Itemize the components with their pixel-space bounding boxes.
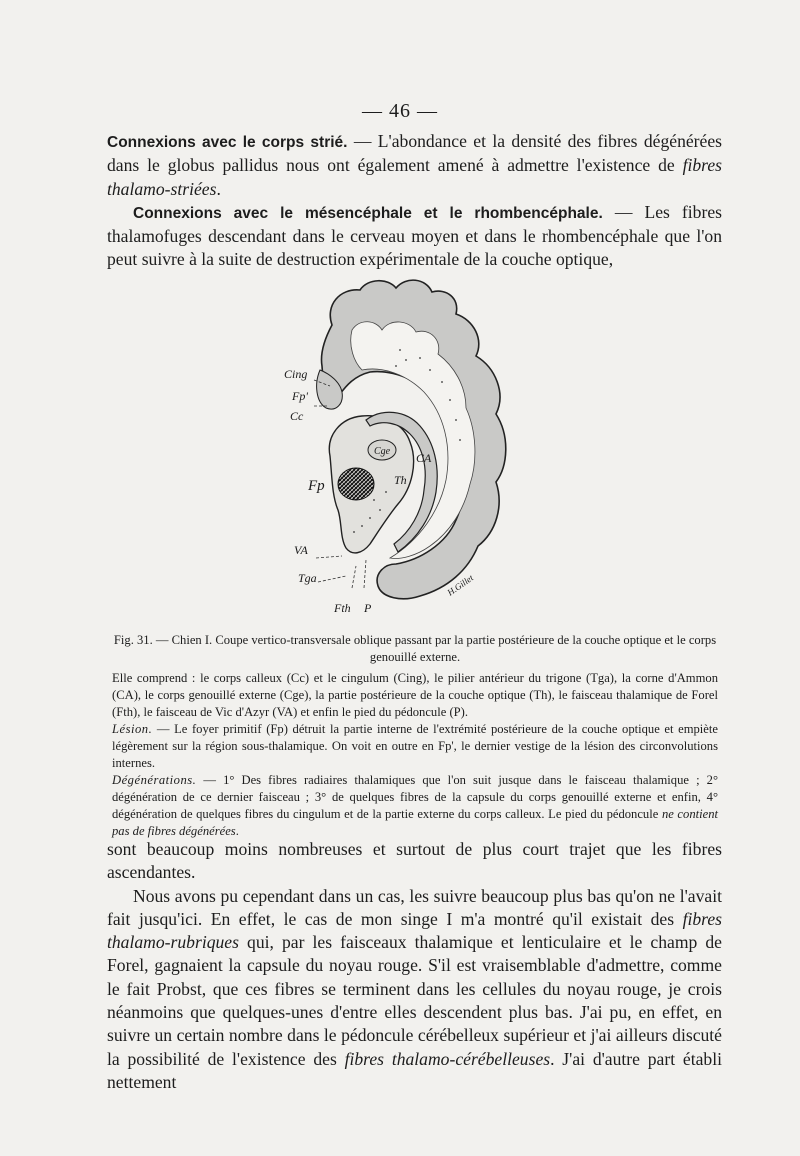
label-fp: Fp — [308, 478, 325, 494]
lesion-focus — [338, 468, 374, 500]
caption-lesion-label: Lésion. — [112, 722, 153, 736]
italic-term: fibres thalamo-rubriques — [107, 908, 722, 953]
italic-term: fibres thalamo-cérébelleuses — [344, 1048, 551, 1069]
label-p: P — [364, 601, 372, 615]
caption-degen-italic: ne contient pas de fibres dégénérées — [112, 807, 718, 838]
caption-lesion-text: — Le foyer primitif (Fp) détruit la partie interne de l'extrémité postérieure de la couche optique et empiète légèrement sur la région sous-thalamique. On voit en outre en Fp', le dernier vestige de la lésion des circonvolutions internes. — [112, 722, 718, 770]
label-fth: Fth — [334, 601, 351, 615]
paragraph-singe — [107, 885, 722, 1095]
heading-mesencephale: Connexions avec le mésencéphale et le rhombencéphale. — [133, 204, 603, 222]
label-cge: Cge — [374, 446, 391, 457]
figure-caption — [112, 632, 718, 840]
paragraph-text: — L'abondance et la densité des fibres dégénérées dans le globus pallidus nous ont également amené à admettre l'existence de — [107, 131, 722, 176]
paragraph-corps-strie — [107, 130, 722, 201]
paragraph-mesencephale — [107, 201, 722, 272]
paragraph-text: Nous avons pu cependant dans un cas, les suivre beaucoup plus bas qu'on ne l'avait fait jusqu'ici. En effet, le cas de mon singe I m'a montré qu'il existait des — [107, 885, 722, 929]
label-fp-prime: Fp' — [292, 389, 308, 403]
brain-section-figure — [270, 270, 530, 630]
top-text — [107, 130, 722, 272]
page-number: — 46 — — [362, 100, 438, 122]
label-th: Th — [394, 473, 407, 487]
label-signature: H.Gillet — [445, 572, 476, 598]
caption-title: Fig. 31. — Chien I. Coupe vertico-transversale oblique passant par la partie postérieure de la couche optique et le corps genouillé externe. — [113, 633, 717, 664]
paragraph-text: qui, par les faisceaux thalamique et lenticulaire et le champ de Forel, gagnaient la capsule du noyau rouge. S'il est vraisemblable d'admettre, comme le fait Probst, que ces fibres se terminent dans les cellules du noyau rouge, je crois néanmoins que quelques-unes d'entre elles descendent plus bas. J'ai pu, en effet, en suivre un certain nombre dans le pédoncule cérébelleux supérieur et j'ai ailleurs discuté la possibilité de l'existence des — [107, 932, 722, 1069]
bottom-text — [107, 838, 722, 1094]
caption-degen-text: — 1° Des fibres radiaires thalamiques que l'on suit jusque dans le faisceau thalamique ; 2° dégénération de ce dernier faisceau ; 3° de quelques fibres de la capsule du corps genouillé externe et enfin, 4° dégénération de quelques fibres du cingulum et de la partie externe du corps calleux. Le pied du pédoncule — [112, 773, 718, 821]
label-va: VA — [294, 543, 308, 557]
brain-section-drawing — [270, 270, 530, 630]
label-tga: Tga — [298, 571, 317, 585]
paragraph-continuation: sont beaucoup moins nombreuses et surtout de plus court trajet que les fibres ascendantes. — [107, 839, 722, 883]
paragraph-end: . — [216, 178, 221, 199]
label-ca: CA — [416, 451, 432, 465]
label-cc: Cc — [290, 409, 304, 423]
caption-degen-end: . — [235, 824, 239, 838]
italic-term: fibres thalamo-striées — [107, 155, 722, 199]
heading-corps-strie: Connexions avec le corps strié. — [107, 134, 348, 151]
label-cing: Cing — [284, 367, 308, 381]
caption-comprend: Elle comprend : le corps calleux (Cc) et le cingulum (Cing), le pilier antérieur du trigone (Tga), la corne d'Ammon (CA), le corps genouillé externe (Cge), la partie postérieure de la couche optique (Th), le faisceau thalamique de Forel (Fth), le faisceau de Vic d'Azyr (VA) et enfin le pied du pédoncule (P). — [112, 671, 718, 719]
paragraph-text: . J'ai d'autre part établi nettement — [107, 1048, 722, 1092]
caption-degen-label: Dégénérations. — [112, 773, 197, 787]
caption-lesion — [112, 721, 718, 772]
paragraph-text: — Les fibres thalamofuges descendant dans le cerveau moyen et dans le rhombencéphale que l'on peut suivre à la suite de destruction expérimentale de la couche optique, — [107, 201, 722, 270]
caption-degenerations — [112, 772, 718, 840]
